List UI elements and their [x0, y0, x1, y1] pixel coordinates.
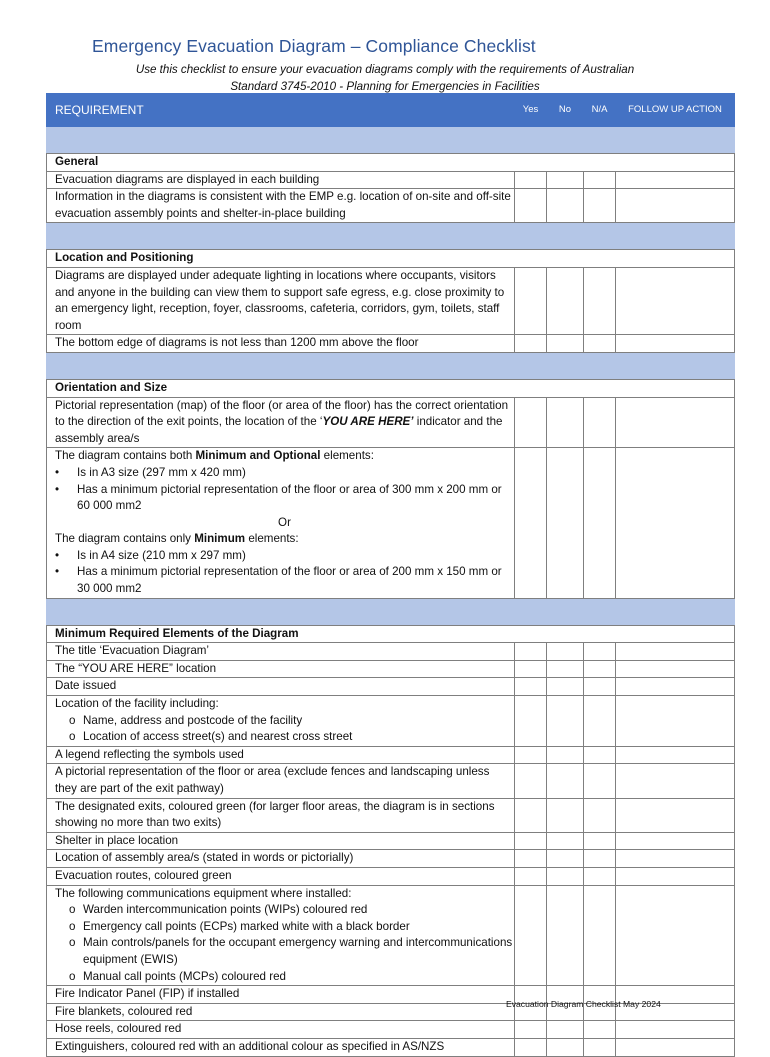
column-header-no: No: [547, 94, 584, 127]
no-checkbox[interactable]: [547, 660, 584, 678]
yes-checkbox[interactable]: [515, 867, 547, 885]
na-checkbox[interactable]: [584, 764, 616, 798]
table-row: [47, 885, 735, 986]
table-row: [47, 1021, 735, 1039]
requirement-cell: [47, 696, 515, 747]
requirement-cell: [47, 448, 515, 598]
requirement-cell: A legend reflecting the symbols used: [47, 746, 515, 764]
table-row: [47, 832, 735, 850]
na-checkbox[interactable]: [584, 171, 616, 189]
no-checkbox[interactable]: [547, 267, 584, 334]
follow-up-field[interactable]: [616, 867, 735, 885]
table-row: [47, 335, 735, 353]
requirement-cell: Location of assembly area/s (stated in words or pictorially): [47, 850, 515, 868]
table-row: [47, 267, 735, 334]
requirement-text: The diagram contains both: [55, 449, 196, 463]
requirement-cell: Extinguishers, coloured red with an additional colour as specified in AS/NZS: [47, 1038, 515, 1056]
table-row: [47, 643, 735, 661]
page-title: Emergency Evacuation Diagram – Compliance Checklist: [92, 36, 536, 56]
table-row: [47, 798, 735, 832]
no-checkbox[interactable]: [547, 746, 584, 764]
requirement-text: Location of the facility including:: [55, 697, 219, 711]
requirement-emphasis: Minimum and Optional: [195, 449, 321, 463]
follow-up-field[interactable]: [616, 798, 735, 832]
follow-up-field[interactable]: [616, 189, 735, 223]
no-checkbox[interactable]: [547, 867, 584, 885]
requirement-cell: Fire Indicator Panel (FIP) if installed: [47, 986, 515, 1004]
yes-checkbox[interactable]: [515, 885, 547, 986]
section-heading-row: [47, 154, 735, 172]
yes-checkbox[interactable]: [515, 660, 547, 678]
requirement-cell: Evacuation routes, coloured green: [47, 867, 515, 885]
na-checkbox[interactable]: [584, 448, 616, 598]
no-checkbox[interactable]: [547, 643, 584, 661]
sub-item: o Warden intercommunication points (WIPs) coloured red: [55, 902, 514, 919]
yes-checkbox[interactable]: [515, 1021, 547, 1039]
requirement-text: The following communications equipment where installed:: [55, 886, 352, 900]
no-checkbox[interactable]: [547, 798, 584, 832]
na-checkbox[interactable]: [584, 850, 616, 868]
yes-checkbox[interactable]: [515, 746, 547, 764]
or-separator: Or: [278, 515, 291, 529]
section-heading-minimum: Minimum Required Elements of the Diagram: [47, 625, 735, 643]
subtitle-line-2: Standard 3745-2010 - Planning for Emergencies in Facilities: [230, 80, 540, 93]
yes-checkbox[interactable]: [515, 832, 547, 850]
section-heading-row: [47, 379, 735, 397]
yes-checkbox[interactable]: [515, 397, 547, 448]
yes-checkbox[interactable]: [515, 267, 547, 334]
follow-up-field[interactable]: [616, 696, 735, 747]
bullet-item: • Has a minimum pictorial representation of the floor or area of 200 mm x 150 mm or 30 000 mm2: [55, 564, 514, 597]
requirement-cell: [47, 397, 515, 448]
follow-up-field[interactable]: [616, 746, 735, 764]
na-checkbox[interactable]: [584, 696, 616, 747]
you-are-here-emphasis: YOU ARE HERE’: [322, 415, 414, 429]
na-checkbox[interactable]: [584, 335, 616, 353]
column-header-na: N/A: [584, 94, 616, 127]
subtitle-line-1: Use this checklist to ensure your evacuation diagrams comply with the requirements of Australian: [135, 63, 635, 76]
yes-checkbox[interactable]: [515, 696, 547, 747]
table-row: [47, 764, 735, 798]
requirement-cell: Diagrams are displayed under adequate lighting in locations where occupants, visitors and anyone in the building can view them to support safe egress, e.g. close proximity to an emergency light, reception, foyer, classrooms, cafeteria, corridors, gym, toilets, staff room: [47, 267, 515, 334]
yes-checkbox[interactable]: [515, 171, 547, 189]
follow-up-field[interactable]: [616, 171, 735, 189]
no-checkbox[interactable]: [547, 171, 584, 189]
follow-up-field[interactable]: [616, 832, 735, 850]
sub-item: o Name, address and postcode of the facility: [55, 713, 514, 730]
na-checkbox[interactable]: [584, 832, 616, 850]
no-checkbox[interactable]: [547, 397, 584, 448]
requirement-text: The diagram contains only: [55, 532, 195, 546]
follow-up-field[interactable]: [616, 885, 735, 986]
na-checkbox[interactable]: [584, 678, 616, 696]
follow-up-field[interactable]: [616, 448, 735, 598]
na-checkbox[interactable]: [584, 1021, 616, 1039]
requirement-cell: Evacuation diagrams are displayed in each building: [47, 171, 515, 189]
yes-checkbox[interactable]: [515, 764, 547, 798]
no-checkbox[interactable]: [547, 1021, 584, 1039]
no-checkbox[interactable]: [547, 189, 584, 223]
checklist-table: [46, 93, 735, 1057]
bullet-item: • Is in A3 size (297 mm x 420 mm): [55, 465, 514, 482]
na-checkbox[interactable]: [584, 643, 616, 661]
requirement-emphasis: Minimum: [194, 532, 246, 546]
section-heading-location: Location and Positioning: [47, 250, 735, 268]
section-band: [47, 223, 735, 250]
yes-checkbox[interactable]: [515, 798, 547, 832]
follow-up-field[interactable]: [616, 1038, 735, 1056]
yes-checkbox[interactable]: [515, 643, 547, 661]
na-checkbox[interactable]: [584, 189, 616, 223]
table-row: [47, 746, 735, 764]
sub-item: o Main controls/panels for the occupant emergency warning and intercommunications equipment (EWIS): [55, 935, 514, 968]
na-checkbox[interactable]: [584, 660, 616, 678]
section-heading-orientation: Orientation and Size: [47, 379, 735, 397]
table-header-row: [47, 94, 735, 127]
section-band: [47, 127, 735, 154]
sub-item: o Manual call points (MCPs) coloured red: [55, 969, 514, 986]
section-band: [47, 352, 735, 379]
na-checkbox[interactable]: [584, 798, 616, 832]
section-heading-general: General: [47, 154, 735, 172]
table-row: [47, 397, 735, 448]
table-row: [47, 448, 735, 598]
requirement-text: Pictorial representation (map) of the floor (or area of the floor) has the correct orientation to the direction of the exit points, the location of the ‘: [55, 398, 509, 429]
column-header-follow-up: FOLLOW UP ACTION: [616, 94, 735, 127]
no-checkbox[interactable]: [547, 832, 584, 850]
na-checkbox[interactable]: [584, 885, 616, 986]
column-header-requirement: REQUIREMENT: [47, 94, 515, 127]
column-header-yes: Yes: [515, 94, 547, 127]
follow-up-field[interactable]: [616, 764, 735, 798]
sub-item: o Emergency call points (ECPs) marked white with a black border: [55, 919, 514, 936]
requirement-cell: A pictorial representation of the floor or area (exclude fences and landscaping unless they are part of the exit pathway): [47, 764, 515, 798]
requirement-cell: Information in the diagrams is consistent with the EMP e.g. location of on-site and off-site evacuation assembly points and shelter-in-place building: [47, 189, 515, 223]
na-checkbox[interactable]: [584, 397, 616, 448]
table-row: [47, 1038, 735, 1056]
follow-up-field[interactable]: [616, 660, 735, 678]
bullet-item: • Has a minimum pictorial representation of the floor or area of 300 mm x 200 mm or 60 000 mm2: [55, 482, 514, 515]
na-checkbox[interactable]: [584, 1038, 616, 1056]
table-row: [47, 189, 735, 223]
table-row: [47, 678, 735, 696]
no-checkbox[interactable]: [547, 850, 584, 868]
requirement-text: elements:: [320, 449, 374, 463]
follow-up-field[interactable]: [616, 267, 735, 334]
follow-up-field[interactable]: [616, 1021, 735, 1039]
requirement-cell: Fire blankets, coloured red: [47, 1003, 515, 1021]
no-checkbox[interactable]: [547, 678, 584, 696]
yes-checkbox[interactable]: [515, 335, 547, 353]
table-row: [47, 171, 735, 189]
follow-up-field[interactable]: [616, 335, 735, 353]
follow-up-field[interactable]: [616, 643, 735, 661]
requirement-cell: Date issued: [47, 678, 515, 696]
no-checkbox[interactable]: [547, 885, 584, 986]
follow-up-field[interactable]: [616, 850, 735, 868]
requirement-cell: Hose reels, coloured red: [47, 1021, 515, 1039]
yes-checkbox[interactable]: [515, 678, 547, 696]
yes-checkbox[interactable]: [515, 850, 547, 868]
yes-checkbox[interactable]: [515, 1038, 547, 1056]
requirement-cell: The title ‘Evacuation Diagram’: [47, 643, 515, 661]
requirement-cell: Shelter in place location: [47, 832, 515, 850]
requirement-cell: [47, 885, 515, 986]
section-band: [47, 598, 735, 625]
follow-up-field[interactable]: [616, 678, 735, 696]
no-checkbox[interactable]: [547, 764, 584, 798]
no-checkbox[interactable]: [547, 335, 584, 353]
requirement-text: indicator and the assembly area/s: [55, 415, 503, 445]
na-checkbox[interactable]: [584, 267, 616, 334]
bullet-item: • Is in A4 size (210 mm x 297 mm): [55, 548, 514, 565]
yes-checkbox[interactable]: [515, 189, 547, 223]
yes-checkbox[interactable]: [515, 448, 547, 598]
requirement-cell: The “YOU ARE HERE” location: [47, 660, 515, 678]
table-row: [47, 867, 735, 885]
no-checkbox[interactable]: [547, 448, 584, 598]
section-heading-row: [47, 625, 735, 643]
follow-up-field[interactable]: [616, 397, 735, 448]
page-footer: Evacuation Diagram Checklist May 2024: [506, 999, 661, 1009]
table-row: [47, 696, 735, 747]
na-checkbox[interactable]: [584, 746, 616, 764]
section-heading-row: [47, 250, 735, 268]
na-checkbox[interactable]: [584, 867, 616, 885]
no-checkbox[interactable]: [547, 1038, 584, 1056]
requirement-cell: The designated exits, coloured green (for larger floor areas, the diagram is in sections showing no more than two exits): [47, 798, 515, 832]
requirement-text: elements:: [245, 532, 299, 546]
table-row: [47, 660, 735, 678]
sub-item: o Location of access street(s) and nearest cross street: [55, 729, 514, 746]
page-subtitle: [46, 61, 724, 95]
table-row: [47, 850, 735, 868]
requirement-cell: The bottom edge of diagrams is not less than 1200 mm above the floor: [47, 335, 515, 353]
no-checkbox[interactable]: [547, 696, 584, 747]
